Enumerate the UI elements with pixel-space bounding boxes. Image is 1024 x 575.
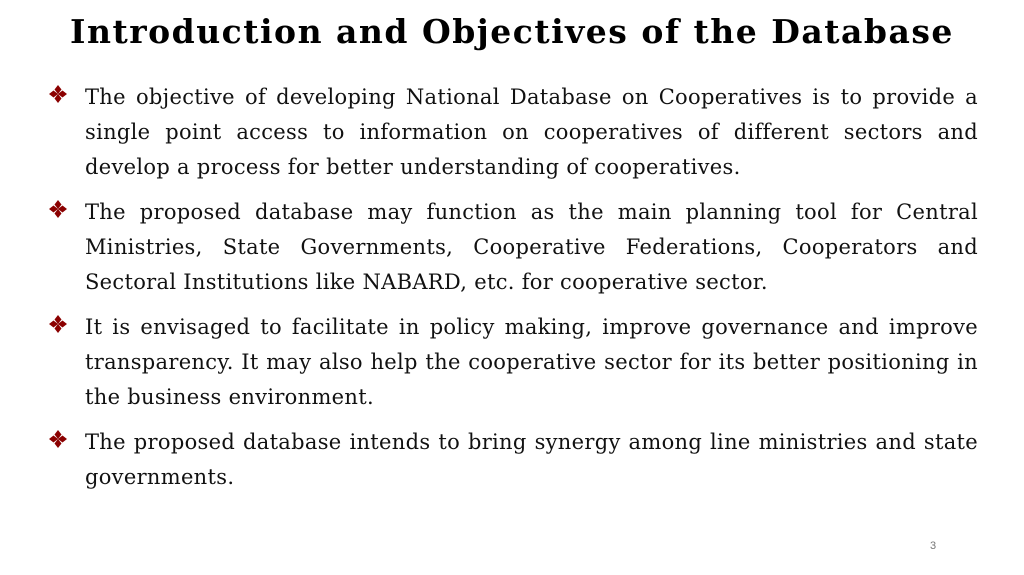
bullet-item — [48, 80, 978, 185]
slide-title: Introduction and Objectives of the Database — [70, 12, 954, 51]
bullet-text: It is envisaged to facilitate in policy making, improve governance and improve transparency. It may also help the cooperative sector for its better positioning in the business environment. — [85, 315, 978, 409]
bullet-text: The proposed database intends to bring synergy among line ministries and state governments. — [85, 430, 978, 489]
four-diamond-icon — [48, 84, 68, 104]
bullet-text: The proposed database may function as the main planning tool for Central Ministries, State Governments, Cooperative Federations, Cooperators and Sectoral Institutions like NABARD, etc. for cooperative sector. — [85, 200, 978, 294]
four-diamond-icon — [48, 199, 68, 219]
page-number: 3 — [930, 540, 937, 552]
bullet-item — [48, 425, 978, 495]
bullet-list — [48, 80, 978, 505]
bullet-text: The objective of developing National Database on Cooperatives is to provide a single point access to information on cooperatives of different sectors and develop a process for better understanding of cooperatives. — [85, 85, 978, 179]
four-diamond-icon — [48, 429, 68, 449]
four-diamond-icon — [48, 314, 68, 334]
bullet-item — [48, 310, 978, 415]
bullet-item — [48, 195, 978, 300]
